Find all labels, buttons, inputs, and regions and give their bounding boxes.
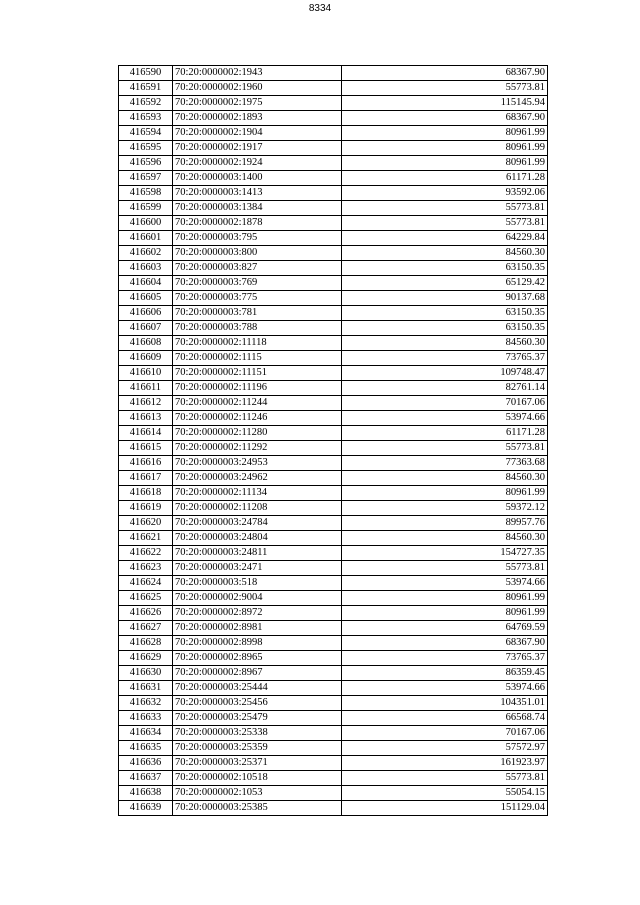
amount-cell: 77363.68 bbox=[342, 456, 548, 471]
table-row bbox=[119, 81, 548, 96]
table-row bbox=[119, 201, 548, 216]
row-number-cell: 416633 bbox=[119, 711, 173, 726]
row-number-cell: 416621 bbox=[119, 531, 173, 546]
page-number: 8334 bbox=[308, 3, 332, 14]
amount-cell: 55773.81 bbox=[342, 201, 548, 216]
row-number-cell: 416634 bbox=[119, 726, 173, 741]
table-row bbox=[119, 651, 548, 666]
cadastral-number-cell: 70:20:0000002:1893 bbox=[173, 111, 342, 126]
amount-cell: 104351.01 bbox=[342, 696, 548, 711]
amount-cell: 89957.76 bbox=[342, 516, 548, 531]
amount-cell: 73765.37 bbox=[342, 651, 548, 666]
amount-cell: 66568.74 bbox=[342, 711, 548, 726]
table-row bbox=[119, 366, 548, 381]
cadastral-number-cell: 70:20:0000002:1053 bbox=[173, 786, 342, 801]
cadastral-number-cell: 70:20:0000002:9004 bbox=[173, 591, 342, 606]
cadastral-number-cell: 70:20:0000002:1943 bbox=[173, 66, 342, 81]
row-number-cell: 416615 bbox=[119, 441, 173, 456]
cadastral-number-cell: 70:20:0000002:10518 bbox=[173, 771, 342, 786]
row-number-cell: 416613 bbox=[119, 411, 173, 426]
row-number-cell: 416636 bbox=[119, 756, 173, 771]
cadastral-number-cell: 70:20:0000002:11244 bbox=[173, 396, 342, 411]
table-row bbox=[119, 606, 548, 621]
row-number-cell: 416592 bbox=[119, 96, 173, 111]
table-row bbox=[119, 726, 548, 741]
cadastral-number-cell: 70:20:0000003:769 bbox=[173, 276, 342, 291]
amount-cell: 93592.06 bbox=[342, 186, 548, 201]
amount-cell: 68367.90 bbox=[342, 636, 548, 651]
amount-cell: 55773.81 bbox=[342, 561, 548, 576]
amount-cell: 53974.66 bbox=[342, 681, 548, 696]
amount-cell: 82761.14 bbox=[342, 381, 548, 396]
amount-cell: 63150.35 bbox=[342, 321, 548, 336]
table-row bbox=[119, 531, 548, 546]
cadastral-number-cell: 70:20:0000002:1115 bbox=[173, 351, 342, 366]
amount-cell: 84560.30 bbox=[342, 471, 548, 486]
row-number-cell: 416622 bbox=[119, 546, 173, 561]
amount-cell: 161923.97 bbox=[342, 756, 548, 771]
row-number-cell: 416628 bbox=[119, 636, 173, 651]
table-row bbox=[119, 411, 548, 426]
cadastral-number-cell: 70:20:0000002:11280 bbox=[173, 426, 342, 441]
table-row bbox=[119, 696, 548, 711]
table-row bbox=[119, 441, 548, 456]
cadastral-number-cell: 70:20:0000002:8967 bbox=[173, 666, 342, 681]
row-number-cell: 416606 bbox=[119, 306, 173, 321]
table-row bbox=[119, 621, 548, 636]
amount-cell: 80961.99 bbox=[342, 126, 548, 141]
row-number-cell: 416629 bbox=[119, 651, 173, 666]
table-row bbox=[119, 126, 548, 141]
row-number-cell: 416590 bbox=[119, 66, 173, 81]
row-number-cell: 416607 bbox=[119, 321, 173, 336]
row-number-cell: 416616 bbox=[119, 456, 173, 471]
amount-cell: 63150.35 bbox=[342, 306, 548, 321]
amount-cell: 68367.90 bbox=[342, 66, 548, 81]
cadastral-number-cell: 70:20:0000002:11151 bbox=[173, 366, 342, 381]
table-row bbox=[119, 681, 548, 696]
table-row bbox=[119, 216, 548, 231]
row-number-cell: 416612 bbox=[119, 396, 173, 411]
cadastral-number-cell: 70:20:0000002:1878 bbox=[173, 216, 342, 231]
cadastral-number-cell: 70:20:0000003:788 bbox=[173, 321, 342, 336]
records-table bbox=[118, 65, 548, 816]
table-row bbox=[119, 156, 548, 171]
row-number-cell: 416605 bbox=[119, 291, 173, 306]
row-number-cell: 416611 bbox=[119, 381, 173, 396]
amount-cell: 80961.99 bbox=[342, 156, 548, 171]
amount-cell: 73765.37 bbox=[342, 351, 548, 366]
cadastral-number-cell: 70:20:0000003:518 bbox=[173, 576, 342, 591]
amount-cell: 90137.68 bbox=[342, 291, 548, 306]
cadastral-number-cell: 70:20:0000003:25338 bbox=[173, 726, 342, 741]
amount-cell: 64229.84 bbox=[342, 231, 548, 246]
amount-cell: 53974.66 bbox=[342, 576, 548, 591]
row-number-cell: 416594 bbox=[119, 126, 173, 141]
cadastral-number-cell: 70:20:0000002:1917 bbox=[173, 141, 342, 156]
cadastral-number-cell: 70:20:0000002:8998 bbox=[173, 636, 342, 651]
amount-cell: 55773.81 bbox=[342, 441, 548, 456]
table-row bbox=[119, 456, 548, 471]
cadastral-number-cell: 70:20:0000002:1904 bbox=[173, 126, 342, 141]
table-row bbox=[119, 516, 548, 531]
table-row bbox=[119, 786, 548, 801]
row-number-cell: 416631 bbox=[119, 681, 173, 696]
amount-cell: 61171.28 bbox=[342, 426, 548, 441]
cadastral-number-cell: 70:20:0000003:25444 bbox=[173, 681, 342, 696]
row-number-cell: 416614 bbox=[119, 426, 173, 441]
table-row bbox=[119, 801, 548, 816]
table-row bbox=[119, 711, 548, 726]
amount-cell: 80961.99 bbox=[342, 591, 548, 606]
amount-cell: 84560.30 bbox=[342, 336, 548, 351]
cadastral-number-cell: 70:20:0000003:25359 bbox=[173, 741, 342, 756]
cadastral-number-cell: 70:20:0000003:800 bbox=[173, 246, 342, 261]
cadastral-number-cell: 70:20:0000002:1924 bbox=[173, 156, 342, 171]
table-row bbox=[119, 336, 548, 351]
table-row bbox=[119, 546, 548, 561]
amount-cell: 65129.42 bbox=[342, 276, 548, 291]
row-number-cell: 416603 bbox=[119, 261, 173, 276]
amount-cell: 63150.35 bbox=[342, 261, 548, 276]
amount-cell: 80961.99 bbox=[342, 141, 548, 156]
amount-cell: 55773.81 bbox=[342, 771, 548, 786]
row-number-cell: 416618 bbox=[119, 486, 173, 501]
row-number-cell: 416601 bbox=[119, 231, 173, 246]
table-row bbox=[119, 666, 548, 681]
row-number-cell: 416624 bbox=[119, 576, 173, 591]
row-number-cell: 416619 bbox=[119, 501, 173, 516]
amount-cell: 109748.47 bbox=[342, 366, 548, 381]
amount-cell: 86359.45 bbox=[342, 666, 548, 681]
amount-cell: 115145.94 bbox=[342, 96, 548, 111]
cadastral-number-cell: 70:20:0000003:25385 bbox=[173, 801, 342, 816]
cadastral-number-cell: 70:20:0000003:25371 bbox=[173, 756, 342, 771]
table-row bbox=[119, 96, 548, 111]
amount-cell: 151129.04 bbox=[342, 801, 548, 816]
cadastral-number-cell: 70:20:0000003:24953 bbox=[173, 456, 342, 471]
cadastral-number-cell: 70:20:0000002:1975 bbox=[173, 96, 342, 111]
table-row bbox=[119, 186, 548, 201]
cadastral-number-cell: 70:20:0000003:24804 bbox=[173, 531, 342, 546]
row-number-cell: 416630 bbox=[119, 666, 173, 681]
table-row bbox=[119, 246, 548, 261]
table-row bbox=[119, 321, 548, 336]
cadastral-number-cell: 70:20:0000003:1400 bbox=[173, 171, 342, 186]
cadastral-number-cell: 70:20:0000003:2471 bbox=[173, 561, 342, 576]
amount-cell: 59372.12 bbox=[342, 501, 548, 516]
table-row bbox=[119, 141, 548, 156]
amount-cell: 55773.81 bbox=[342, 81, 548, 96]
cadastral-number-cell: 70:20:0000003:1384 bbox=[173, 201, 342, 216]
row-number-cell: 416635 bbox=[119, 741, 173, 756]
row-number-cell: 416632 bbox=[119, 696, 173, 711]
amount-cell: 57572.97 bbox=[342, 741, 548, 756]
row-number-cell: 416591 bbox=[119, 81, 173, 96]
row-number-cell: 416598 bbox=[119, 186, 173, 201]
row-number-cell: 416623 bbox=[119, 561, 173, 576]
row-number-cell: 416593 bbox=[119, 111, 173, 126]
row-number-cell: 416627 bbox=[119, 621, 173, 636]
amount-cell: 61171.28 bbox=[342, 171, 548, 186]
cadastral-number-cell: 70:20:0000003:24811 bbox=[173, 546, 342, 561]
cadastral-number-cell: 70:20:0000002:8981 bbox=[173, 621, 342, 636]
amount-cell: 55054.15 bbox=[342, 786, 548, 801]
cadastral-number-cell: 70:20:0000003:781 bbox=[173, 306, 342, 321]
table-row bbox=[119, 351, 548, 366]
table-row bbox=[119, 576, 548, 591]
row-number-cell: 416610 bbox=[119, 366, 173, 381]
cadastral-number-cell: 70:20:0000003:795 bbox=[173, 231, 342, 246]
row-number-cell: 416626 bbox=[119, 606, 173, 621]
amount-cell: 70167.06 bbox=[342, 396, 548, 411]
row-number-cell: 416625 bbox=[119, 591, 173, 606]
cadastral-number-cell: 70:20:0000002:11208 bbox=[173, 501, 342, 516]
cadastral-number-cell: 70:20:0000003:775 bbox=[173, 291, 342, 306]
cadastral-number-cell: 70:20:0000002:8972 bbox=[173, 606, 342, 621]
row-number-cell: 416597 bbox=[119, 171, 173, 186]
table-row bbox=[119, 111, 548, 126]
row-number-cell: 416620 bbox=[119, 516, 173, 531]
table-row bbox=[119, 291, 548, 306]
table-row bbox=[119, 486, 548, 501]
cadastral-number-cell: 70:20:0000002:8965 bbox=[173, 651, 342, 666]
table-row bbox=[119, 636, 548, 651]
table-row bbox=[119, 771, 548, 786]
cadastral-number-cell: 70:20:0000002:11118 bbox=[173, 336, 342, 351]
table-row bbox=[119, 171, 548, 186]
cadastral-number-cell: 70:20:0000003:827 bbox=[173, 261, 342, 276]
row-number-cell: 416617 bbox=[119, 471, 173, 486]
cadastral-number-cell: 70:20:0000003:24784 bbox=[173, 516, 342, 531]
cadastral-number-cell: 70:20:0000002:1960 bbox=[173, 81, 342, 96]
amount-cell: 154727.35 bbox=[342, 546, 548, 561]
cadastral-number-cell: 70:20:0000003:25456 bbox=[173, 696, 342, 711]
table-row bbox=[119, 501, 548, 516]
cadastral-number-cell: 70:20:0000002:11196 bbox=[173, 381, 342, 396]
row-number-cell: 416609 bbox=[119, 351, 173, 366]
row-number-cell: 416599 bbox=[119, 201, 173, 216]
table-row bbox=[119, 396, 548, 411]
amount-cell: 84560.30 bbox=[342, 531, 548, 546]
cadastral-number-cell: 70:20:0000002:11292 bbox=[173, 441, 342, 456]
row-number-cell: 416608 bbox=[119, 336, 173, 351]
table-row bbox=[119, 426, 548, 441]
table-row bbox=[119, 741, 548, 756]
row-number-cell: 416604 bbox=[119, 276, 173, 291]
row-number-cell: 416639 bbox=[119, 801, 173, 816]
row-number-cell: 416637 bbox=[119, 771, 173, 786]
cadastral-number-cell: 70:20:0000002:11246 bbox=[173, 411, 342, 426]
row-number-cell: 416600 bbox=[119, 216, 173, 231]
table-row bbox=[119, 471, 548, 486]
amount-cell: 64769.59 bbox=[342, 621, 548, 636]
table-row bbox=[119, 756, 548, 771]
table-row bbox=[119, 561, 548, 576]
cadastral-number-cell: 70:20:0000002:11134 bbox=[173, 486, 342, 501]
cadastral-number-cell: 70:20:0000003:25479 bbox=[173, 711, 342, 726]
amount-cell: 55773.81 bbox=[342, 216, 548, 231]
table-row bbox=[119, 66, 548, 81]
table-row bbox=[119, 231, 548, 246]
amount-cell: 84560.30 bbox=[342, 246, 548, 261]
amount-cell: 68367.90 bbox=[342, 111, 548, 126]
table-row bbox=[119, 591, 548, 606]
row-number-cell: 416595 bbox=[119, 141, 173, 156]
amount-cell: 70167.06 bbox=[342, 726, 548, 741]
table-row bbox=[119, 276, 548, 291]
amount-cell: 80961.99 bbox=[342, 486, 548, 501]
row-number-cell: 416602 bbox=[119, 246, 173, 261]
records-table-body bbox=[119, 66, 548, 816]
amount-cell: 80961.99 bbox=[342, 606, 548, 621]
amount-cell: 53974.66 bbox=[342, 411, 548, 426]
cadastral-number-cell: 70:20:0000003:24962 bbox=[173, 471, 342, 486]
table-row bbox=[119, 381, 548, 396]
row-number-cell: 416638 bbox=[119, 786, 173, 801]
table-row bbox=[119, 306, 548, 321]
table-row bbox=[119, 261, 548, 276]
row-number-cell: 416596 bbox=[119, 156, 173, 171]
cadastral-number-cell: 70:20:0000003:1413 bbox=[173, 186, 342, 201]
